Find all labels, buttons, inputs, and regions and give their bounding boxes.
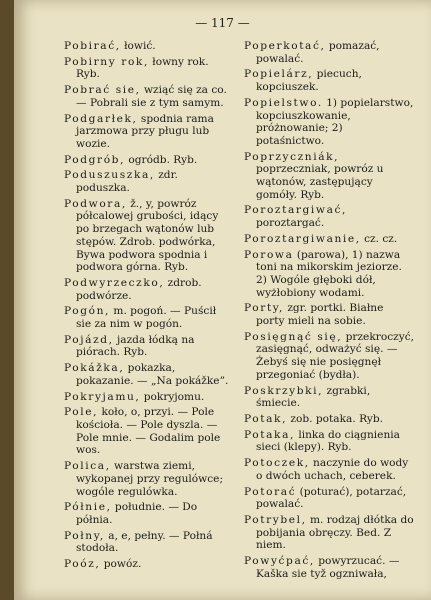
- headword: Potoczek,: [244, 457, 310, 470]
- definition: poroztargać.: [256, 217, 325, 230]
- definition: m. pogoń. — Puścił sie za nim w pogón.: [76, 305, 217, 331]
- dictionary-entry: [244, 457, 414, 482]
- definition: pokryjomu.: [140, 390, 205, 403]
- headword: Polica,: [64, 460, 111, 473]
- dictionary-entry: [64, 391, 234, 404]
- headword: Poóz,: [64, 558, 101, 571]
- definition: (parowa), 1) nazwa toni na mikorskim jeziorze. 2) Wogóle głęboki dół, wyżłobiony wodami.: [256, 248, 402, 299]
- headword: Pogón,: [64, 305, 111, 318]
- headword: Pobrać sie,: [64, 84, 141, 97]
- definition: zgr. portki. Białne porty mieli na sobie.: [256, 302, 384, 328]
- dictionary-entry: [244, 249, 414, 300]
- headword: Porty,: [244, 302, 284, 315]
- dictionary-entry: [64, 501, 234, 526]
- right-column: [244, 40, 414, 583]
- headword: Porowa: [244, 248, 294, 261]
- dictionary-entry: [64, 460, 234, 498]
- definition: 1) popielarstwo, kopciuszkowanie, próżnowanie; 2) potaśnictwo.: [256, 96, 414, 147]
- definition: jazda łódką na piórach. Ryb.: [76, 333, 195, 359]
- dictionary-entry: [244, 555, 414, 580]
- headword: Poroztargiwanie,: [244, 232, 361, 245]
- definition: wziąć się za co. — Pobrali sie z tym samym.: [76, 84, 227, 109]
- dictionary-entry: [64, 406, 234, 457]
- definition: zdr. poduszka.: [76, 169, 178, 195]
- page-number: — 117 —: [195, 16, 250, 30]
- headword: Popielstwo.: [244, 96, 323, 109]
- definition: m. rodzaj dłótka do pobijania obręczy. Bed. Z niem.: [256, 513, 414, 552]
- definition: południe. — Do półnia.: [76, 501, 198, 526]
- left-column: [64, 40, 234, 574]
- headword: Poroztargiwać,: [244, 204, 347, 217]
- dictionary-entry: [64, 84, 234, 109]
- definition: powóz.: [100, 558, 142, 571]
- dictionary-entry: [244, 385, 414, 410]
- dictionary-entry: [244, 413, 414, 426]
- definition: łowić.: [120, 40, 156, 52]
- headword: Popielárz,: [244, 68, 314, 81]
- definition: warstwa ziemi, wykopanej przy regulówce; wogóle regulówka.: [76, 460, 224, 498]
- dictionary-entry: [64, 154, 234, 167]
- definition: (poturać), potarzać, powalać.: [256, 485, 407, 511]
- headword: Poperkotać,: [244, 40, 326, 52]
- definition: piecuch, kopciuszek.: [256, 68, 362, 94]
- definition: spodnia rama jarzmowa przy pługu lub wozie.: [76, 112, 214, 150]
- headword: Potorać: [244, 485, 297, 498]
- definition: zgrabki, śmiecie.: [256, 384, 371, 410]
- headword: Półnie,: [64, 501, 112, 514]
- dictionary-entry: [244, 331, 414, 382]
- definition: zob. potaka. Ryb.: [287, 412, 384, 425]
- definition: powyrzucać. — Kaška sie tyž ogzniwała,: [256, 555, 400, 580]
- headword: Podgarłek,: [64, 112, 138, 125]
- definition: poprzeczniak, powróz u wątonów, zastępujący gomóły. Ryb.: [256, 163, 384, 201]
- definition: pomazać, powalać.: [256, 40, 380, 65]
- headword: Połny,: [64, 529, 105, 542]
- dictionary-entry: [244, 68, 414, 93]
- dictionary-entry: [64, 56, 234, 81]
- dictionary-entry: [244, 233, 414, 246]
- book-page: [14, 0, 431, 600]
- dictionary-entry: [244, 204, 414, 229]
- headword: Podwora,: [64, 197, 127, 210]
- definition: ž., y, powróz półcalowej grubości, idący po brzegach wątonów lub stępów. Zdrob. podwórka, Bywa podwora spodnia i podwora górna. Ryb.: [76, 197, 219, 274]
- dictionary-entry: [244, 302, 414, 327]
- dictionary-entry: [64, 40, 234, 53]
- headword: Posięgnąć się,: [244, 330, 343, 343]
- headword: Pokážka,: [64, 362, 125, 375]
- dictionary-entry: [64, 113, 234, 151]
- headword: Podwyrzeczko,: [64, 276, 165, 289]
- definition: ogródb. Ryb.: [125, 153, 198, 166]
- definition: łowny rok. Ryb.: [76, 55, 209, 81]
- definition: pokazka, pokazanie. — „Na pokážke”.: [76, 362, 229, 387]
- dictionary-entry: [244, 514, 414, 552]
- headword: Poskrzybki,: [244, 384, 324, 397]
- headword: Potaka,: [244, 428, 295, 441]
- definition: przekroczyć, zasięgnąć, odważyć się. — Żebyś się nie posięgnęł przegoniać (bydła).: [256, 330, 414, 381]
- headword: Poprzyczniák,: [244, 150, 340, 163]
- headword: Podgrób,: [64, 153, 126, 166]
- dictionary-entry: [244, 40, 414, 65]
- headword: Potak,: [244, 412, 288, 425]
- headword: Pojázd,: [64, 333, 114, 346]
- dictionary-entry: [64, 169, 234, 194]
- definition: linka do ciągnienia sieci (klepy). Ryb.: [256, 428, 400, 454]
- headword: Powyćpać,: [244, 555, 315, 568]
- headword: Pobirać,: [64, 40, 121, 52]
- dictionary-entry: [64, 305, 234, 330]
- dictionary-entry: [64, 530, 234, 555]
- definition: zdrob. podwórze.: [76, 276, 202, 302]
- dictionary-entry: [64, 198, 234, 274]
- dictionary-entry: [64, 277, 234, 302]
- definition: a, e, pełny. — Połná stodoła.: [76, 529, 213, 555]
- dictionary-entry: [64, 362, 234, 387]
- headword: Pokryjamu,: [64, 390, 141, 403]
- dictionary-entry: [244, 151, 414, 202]
- definition: koło, o, przyi. — Pole kościoła. — Pole dyszla. — Pole mnie. — Godalim pole wos.: [76, 406, 221, 457]
- headword: Potrybel,: [244, 513, 307, 526]
- headword: Pobirny rok,: [64, 55, 149, 68]
- definition: cz. cz.: [360, 232, 398, 245]
- dictionary-entry: [64, 558, 234, 571]
- definition: naczynie do wody o dwóch uchach, ceberek.: [256, 457, 409, 482]
- headword: Poduszuszka,: [64, 169, 155, 182]
- dictionary-entry: [244, 429, 414, 454]
- dictionary-entry: [244, 97, 414, 148]
- dictionary-entry: [64, 334, 234, 359]
- headword: Pole,: [64, 406, 99, 419]
- dictionary-entry: [244, 486, 414, 511]
